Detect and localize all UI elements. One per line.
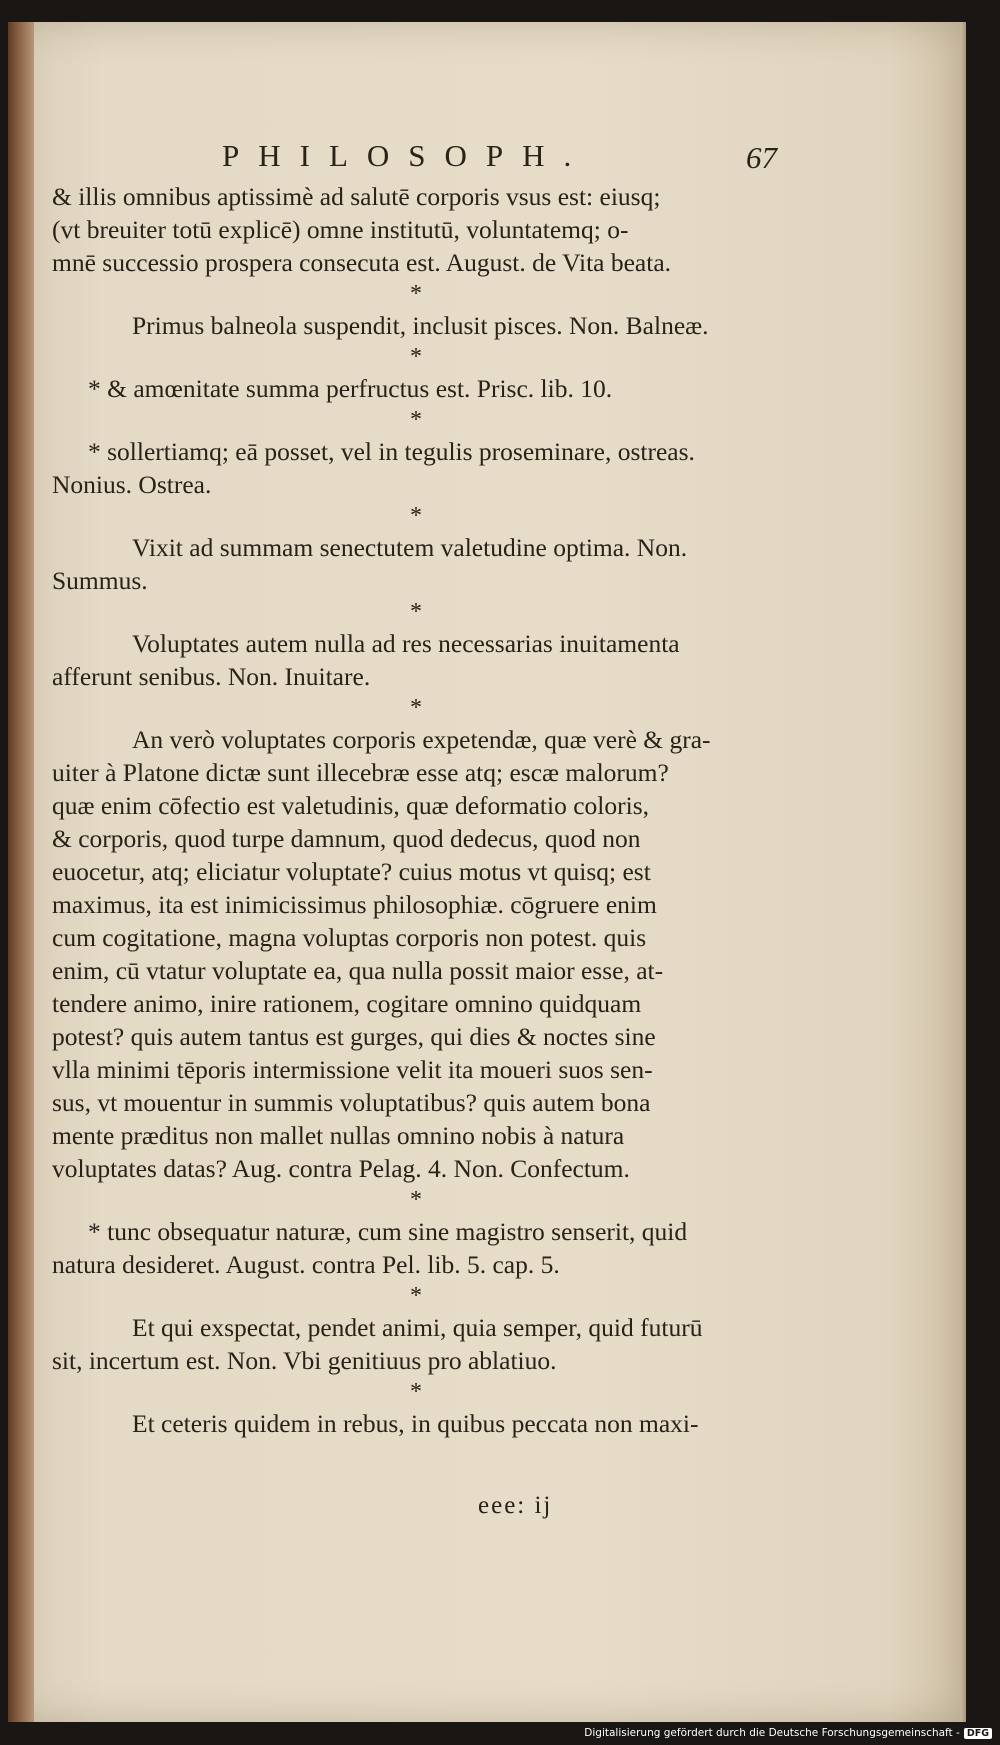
- text-line: quæ enim cōfectio est valetudinis, quæ deformatio coloris,: [52, 791, 649, 820]
- dfg-logo: DFG: [964, 1728, 992, 1739]
- text-line: mente præditus non mallet nullas omnino nobis à natura: [52, 1121, 625, 1150]
- text-line: afferunt senibus. Non. Inuitare.: [52, 662, 371, 691]
- text-line: & illis omnibus aptissimè ad salutē corporis vsus est: eiusq;: [52, 182, 661, 211]
- section-asterisk: *: [410, 407, 422, 433]
- section-asterisk: *: [410, 344, 422, 370]
- running-head: PHILOSOPH.: [222, 138, 591, 173]
- text-line: enim, cū vtatur voluptate ea, qua nulla possit maior esse, at-: [52, 956, 664, 985]
- page-fore-edge: [960, 22, 966, 1722]
- text-line: sus, vt mouentur in summis voluptatibus? quis autem bona: [52, 1088, 651, 1117]
- section-asterisk: *: [410, 1283, 422, 1309]
- page-number: 67: [746, 140, 777, 175]
- text-line: Nonius. Ostrea.: [52, 470, 212, 499]
- book-page: [8, 22, 966, 1722]
- paragraph-first-line: * tunc obsequatur naturæ, cum sine magistro senserit, quid: [88, 1217, 688, 1246]
- text-line: natura desideret. August. contra Pel. lib. 5. cap. 5.: [52, 1250, 560, 1279]
- text-line: potest? quis autem tantus est gurges, qui dies & noctes sine: [52, 1022, 656, 1051]
- text-line: uiter à Platone dictæ sunt illecebræ esse atq; escæ malorum?: [52, 758, 669, 787]
- page-header: [8, 138, 966, 178]
- paragraph-first-line: Primus balneola suspendit, inclusit pisces. Non. Balneæ.: [132, 311, 709, 340]
- paragraph-first-line: An verò voluptates corporis expetendæ, quæ verè & gra-: [132, 725, 711, 754]
- paragraph-first-line: * & amœnitate summa perfructus est. Prisc. lib. 10.: [88, 374, 613, 403]
- section-asterisk: *: [410, 281, 422, 307]
- paragraph-first-line: Et qui exspectat, pendet animi, quia semper, quid futurū: [132, 1313, 703, 1342]
- section-asterisk: *: [410, 695, 422, 721]
- paragraph-first-line: Et ceteris quidem in rebus, in quibus peccata non maxi-: [132, 1409, 699, 1438]
- text-line: vlla minimi tēporis intermissione velit ita moueri suos sen-: [52, 1055, 653, 1084]
- section-asterisk: *: [410, 1187, 422, 1213]
- paragraph-first-line: * sollertiamq; eā posset, vel in tegulis proseminare, ostreas.: [88, 437, 695, 466]
- text-line: & corporis, quod turpe damnum, quod dedecus, quod non: [52, 824, 641, 853]
- text-line: (vt breuiter totū explicē) omne institutū, voluntatemq; o-: [52, 215, 629, 244]
- section-asterisk: *: [410, 1379, 422, 1405]
- text-line: sit, incertum est. Non. Vbi genitiuus pro ablatiuo.: [52, 1346, 557, 1375]
- text-line: maximus, ita est inimicissimus philosophiæ. cōgruere enim: [52, 890, 657, 919]
- page-body-text: [52, 180, 780, 1440]
- text-line: cum cogitatione, magna voluptas corporis non potest. quis: [52, 923, 647, 952]
- text-line: tendere animo, inire rationem, cogitare omnino quidquam: [52, 989, 642, 1018]
- digitization-credit: [584, 1727, 992, 1739]
- text-line: euocetur, atq; eliciatur voluptate? cuius motus vt quisq; est: [52, 857, 651, 886]
- section-asterisk: *: [410, 599, 422, 625]
- text-line: Summus.: [52, 566, 148, 595]
- credit-text: Digitalisierung gefördert durch die Deutsche Forschungsgemeinschaft -: [584, 1727, 960, 1739]
- signature-mark: eee: ij: [478, 1492, 553, 1519]
- paragraph-first-line: Vixit ad summam senectutem valetudine optima. Non.: [132, 533, 688, 562]
- text-line: voluptates datas? Aug. contra Pelag. 4. Non. Confectum.: [52, 1154, 630, 1183]
- paragraph-first-line: Voluptates autem nulla ad res necessarias inuitamenta: [132, 629, 680, 658]
- text-line: mnē successio prospera consecuta est. August. de Vita beata.: [52, 248, 672, 277]
- section-asterisk: *: [410, 503, 422, 529]
- book-binding-edge: [8, 22, 34, 1722]
